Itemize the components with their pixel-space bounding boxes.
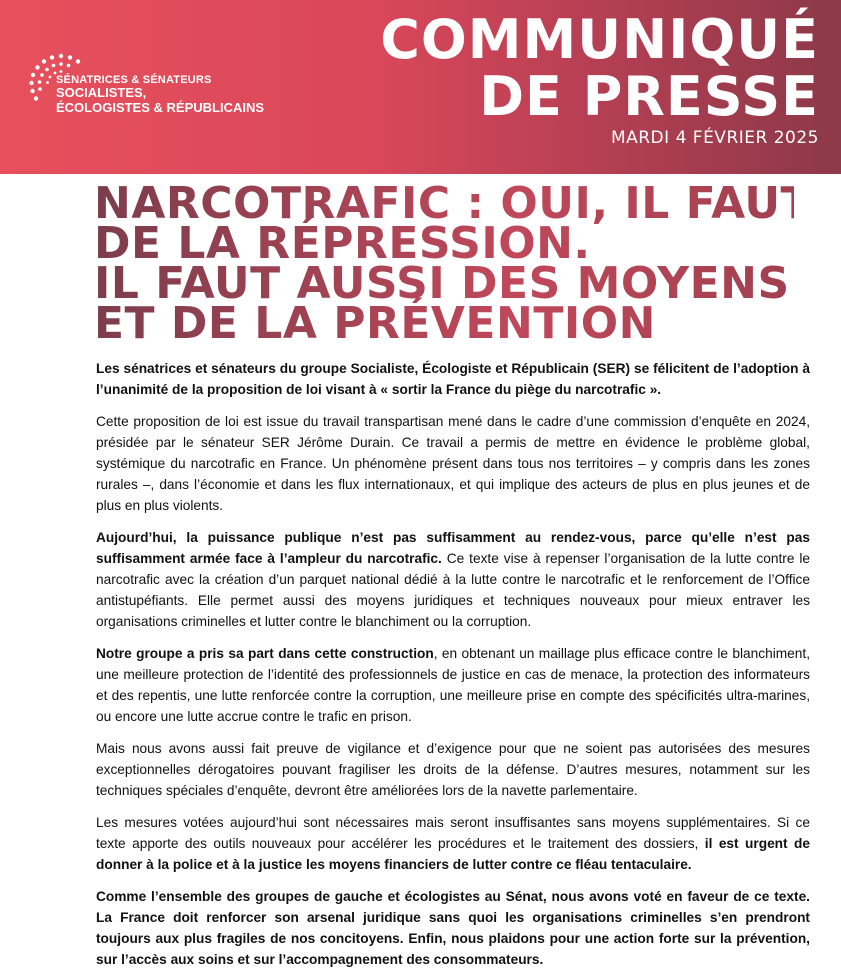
paragraph-group-contribution-bold: Notre groupe a pris sa part dans cette construction (96, 646, 434, 661)
paragraph-vigilance: Mais nous avons aussi fait preuve de vigilance et d’exigence pour que ne soient pas autorisées des mesures exceptionnelles dérogatoires pouvant fragiliser les droits de la défense. D’autres mesures, notamment sur les techniques spéciales d’enquête, devront être améliorées lors de la navette parlementaire. (96, 741, 810, 798)
paragraph-means-text: Les mesures votées aujourd’hui sont nécessaires mais seront insuffisantes sans moyens supplémentaires. Si ce texte apporte des outils nouveaux pour accélérer les procédures et le traitement des dossiers, (96, 815, 810, 851)
paragraph-means (96, 812, 810, 875)
headline-line-4: ET DE LA PRÉVENTION (94, 298, 656, 349)
paragraph-group-contribution-text: , en obtenant un maillage plus efficace contre le blanchiment, une meilleure protection de l’identité des professionnels de justice en cas de menace, la protection des informateurs et des repentis, une lutte renforcée contre la corruption, une meilleure prise en compte des spécificités ultra-marines, ou encore une lutte accrue contre le trafic en prison. (96, 646, 810, 724)
logo-line-senators: SÉNATRICES & SÉNATEURS (56, 74, 212, 86)
paragraph-public-power-bold: Aujourd’hui, la puissance publique n’est pas suffisamment au rendez-vous, parce qu’elle n’est pas suffisamment armée face à l’ampleur du narcotrafic. (96, 530, 810, 566)
paragraph-public-power (96, 527, 810, 632)
publication-date: MARDI 4 FÉVRIER 2025 (610, 128, 819, 148)
press-release-header (0, 0, 841, 174)
intro-paragraph: Les sénatrices et sénateurs du groupe Socialiste, Écologiste et Républicain (SER) se félicitent de l’adoption à l’unanimité de la proposition de loi visant à « sortir la France du piège du narcotrafic ». (96, 361, 810, 397)
title-de-presse: DE PRESSE (479, 65, 819, 128)
press-release-body (96, 358, 810, 970)
paragraph-means-bold: il est urgent de donner à la police et à la justice les moyens financiers de lutter contre ce fléau tentaculaire. (96, 836, 810, 872)
document-type-title (380, 8, 819, 148)
paragraph-vote: Comme l’ensemble des groupes de gauche et écologistes au Sénat, nous avons voté en faveur de ce texte. La France doit renforcer son arsenal juridique sans quoi les organisations criminelles s’en prendront toujours aux plus fragiles de nos concitoyens. Enfin, nous plaidons pour une action forte sur la prévention, sur l’accès aux soins et sur l’accompagnement des consommateurs. (96, 889, 810, 967)
paragraph-public-power-text: Ce texte vise à repenser l’organisation de la lutte contre le narcotrafic avec la création d’un parquet national dédié à la lutte contre le narcotrafic et le renforcement de l’Office antistupéfiants. Elle permet aussi des moyens juridiques et techniques nouveaux pour mieux entraver les organisations criminelles et lutter contre le blanchiment ou la corruption. (96, 551, 810, 629)
paragraph-group-contribution (96, 643, 810, 727)
logo-line-ecologists: ÉCOLOGISTES & RÉPUBLICAINS (56, 99, 265, 115)
headline (94, 178, 812, 349)
headline-line-1: NARCOTRAFIC : OUI, IL FAUT (94, 178, 812, 229)
headline-line-3: IL FAUT AUSSI DES MOYENS (94, 258, 790, 309)
logo-line-socialists: SOCIALISTES, (56, 85, 147, 101)
headline-line-2: DE LA RÉPRESSION. (94, 218, 591, 269)
logo-wordmark (56, 74, 264, 115)
title-communique: COMMUNIQUÉ (380, 8, 819, 71)
group-logo (26, 48, 286, 138)
paragraph-origin: Cette proposition de loi est issue du travail transpartisan mené dans le cadre d’une commission d’enquête en 2024, présidée par le sénateur SER Jérôme Durain. Ce travail a permis de mettre en évidence le problème global, systémique du narcotrafic en France. Un phénomène présent dans tous nos territoires – y compris dans les zones rurales –, dans l’économie et dans les flux internationaux, et qui implique des acteurs de plus en plus jeunes et de plus en plus violents. (96, 414, 810, 513)
